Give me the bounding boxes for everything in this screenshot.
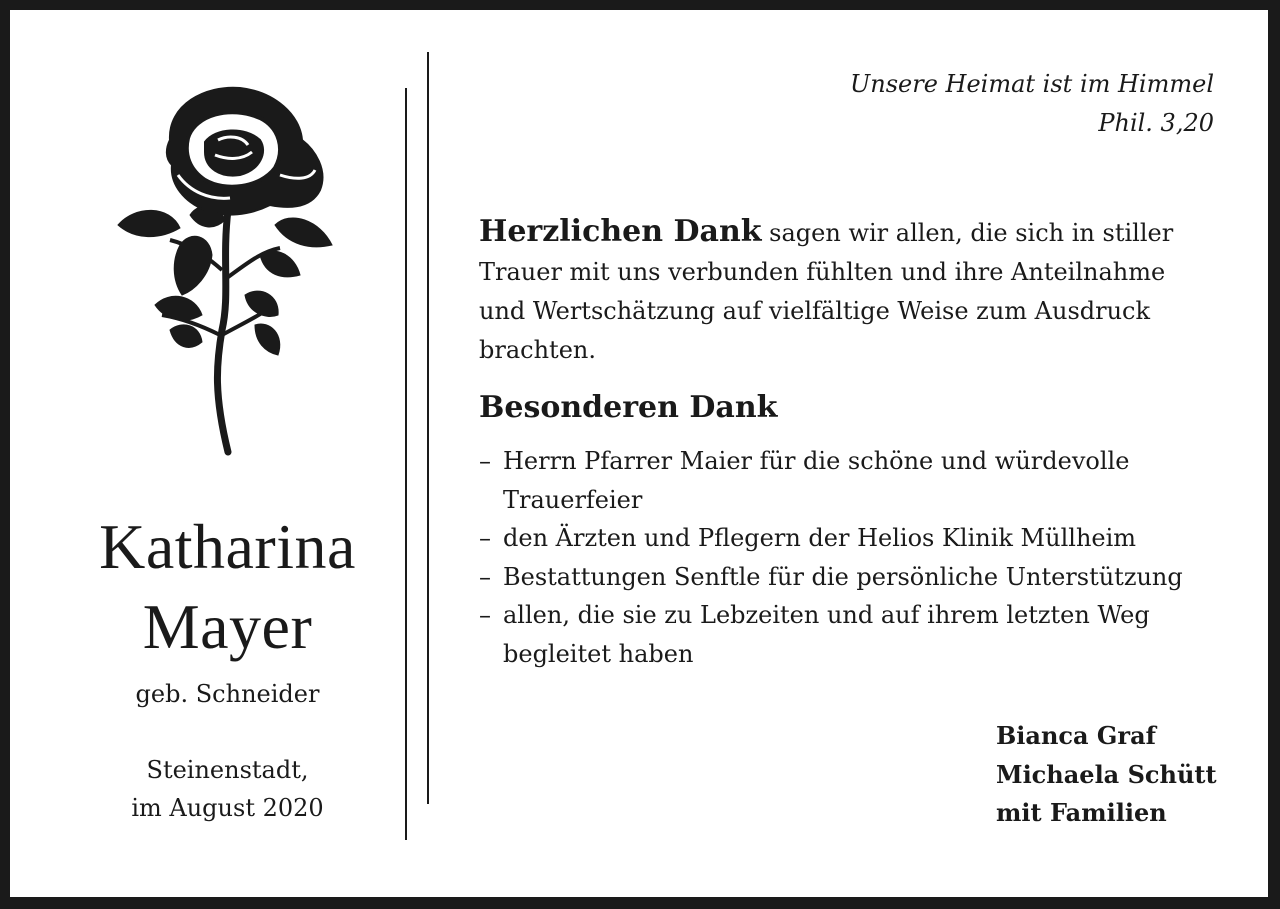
list-item: – allen, die sie zu Lebzeiten und auf ihrem letzten Weg begleitet haben: [479, 596, 1203, 673]
place: Steinenstadt,: [146, 756, 309, 784]
bible-verse: [850, 65, 1214, 143]
divider-line-left: [405, 88, 407, 840]
signature-line: mit Familien: [996, 798, 1167, 827]
verse-reference: Phil. 3,20: [1098, 109, 1214, 137]
list-item: – Herrn Pfarrer Maier für die schöne und würdevolle Trauerfeier: [479, 442, 1183, 519]
list-item: – Bestattungen Senftle für die persönliche Unterstützung: [479, 558, 1239, 597]
date: im August 2020: [131, 794, 324, 822]
special-thanks-list: [479, 442, 1239, 673]
thanks-paragraph: [479, 212, 1219, 370]
deceased-first-name: Katharina: [99, 511, 356, 582]
birth-name: geb. Schneider: [135, 680, 320, 708]
rose-icon: [110, 80, 345, 460]
thanks-text: sagen wir allen, die sich in stiller Trauer mit uns verbunden fühlten und ihre Anteilnahme und Wertschätzung auf vielfältige Weise zum Ausdruck brachten.: [479, 219, 1174, 364]
obituary-card: [10, 10, 1268, 897]
list-item: – den Ärzten und Pflegern der Helios Klinik Müllheim: [479, 519, 1239, 558]
divider-line-right: [427, 52, 429, 804]
signature-line: Michaela Schütt: [996, 759, 1217, 789]
thanks-lead: Herzlichen Dank: [479, 214, 762, 249]
deceased-last-name: Mayer: [142, 591, 313, 662]
verse-line: Unsere Heimat ist im Himmel: [850, 70, 1214, 98]
signature-line: Bianca Graf: [996, 721, 1156, 750]
signatures: [996, 717, 1217, 833]
special-thanks-heading: Besonderen Dank: [479, 390, 778, 425]
